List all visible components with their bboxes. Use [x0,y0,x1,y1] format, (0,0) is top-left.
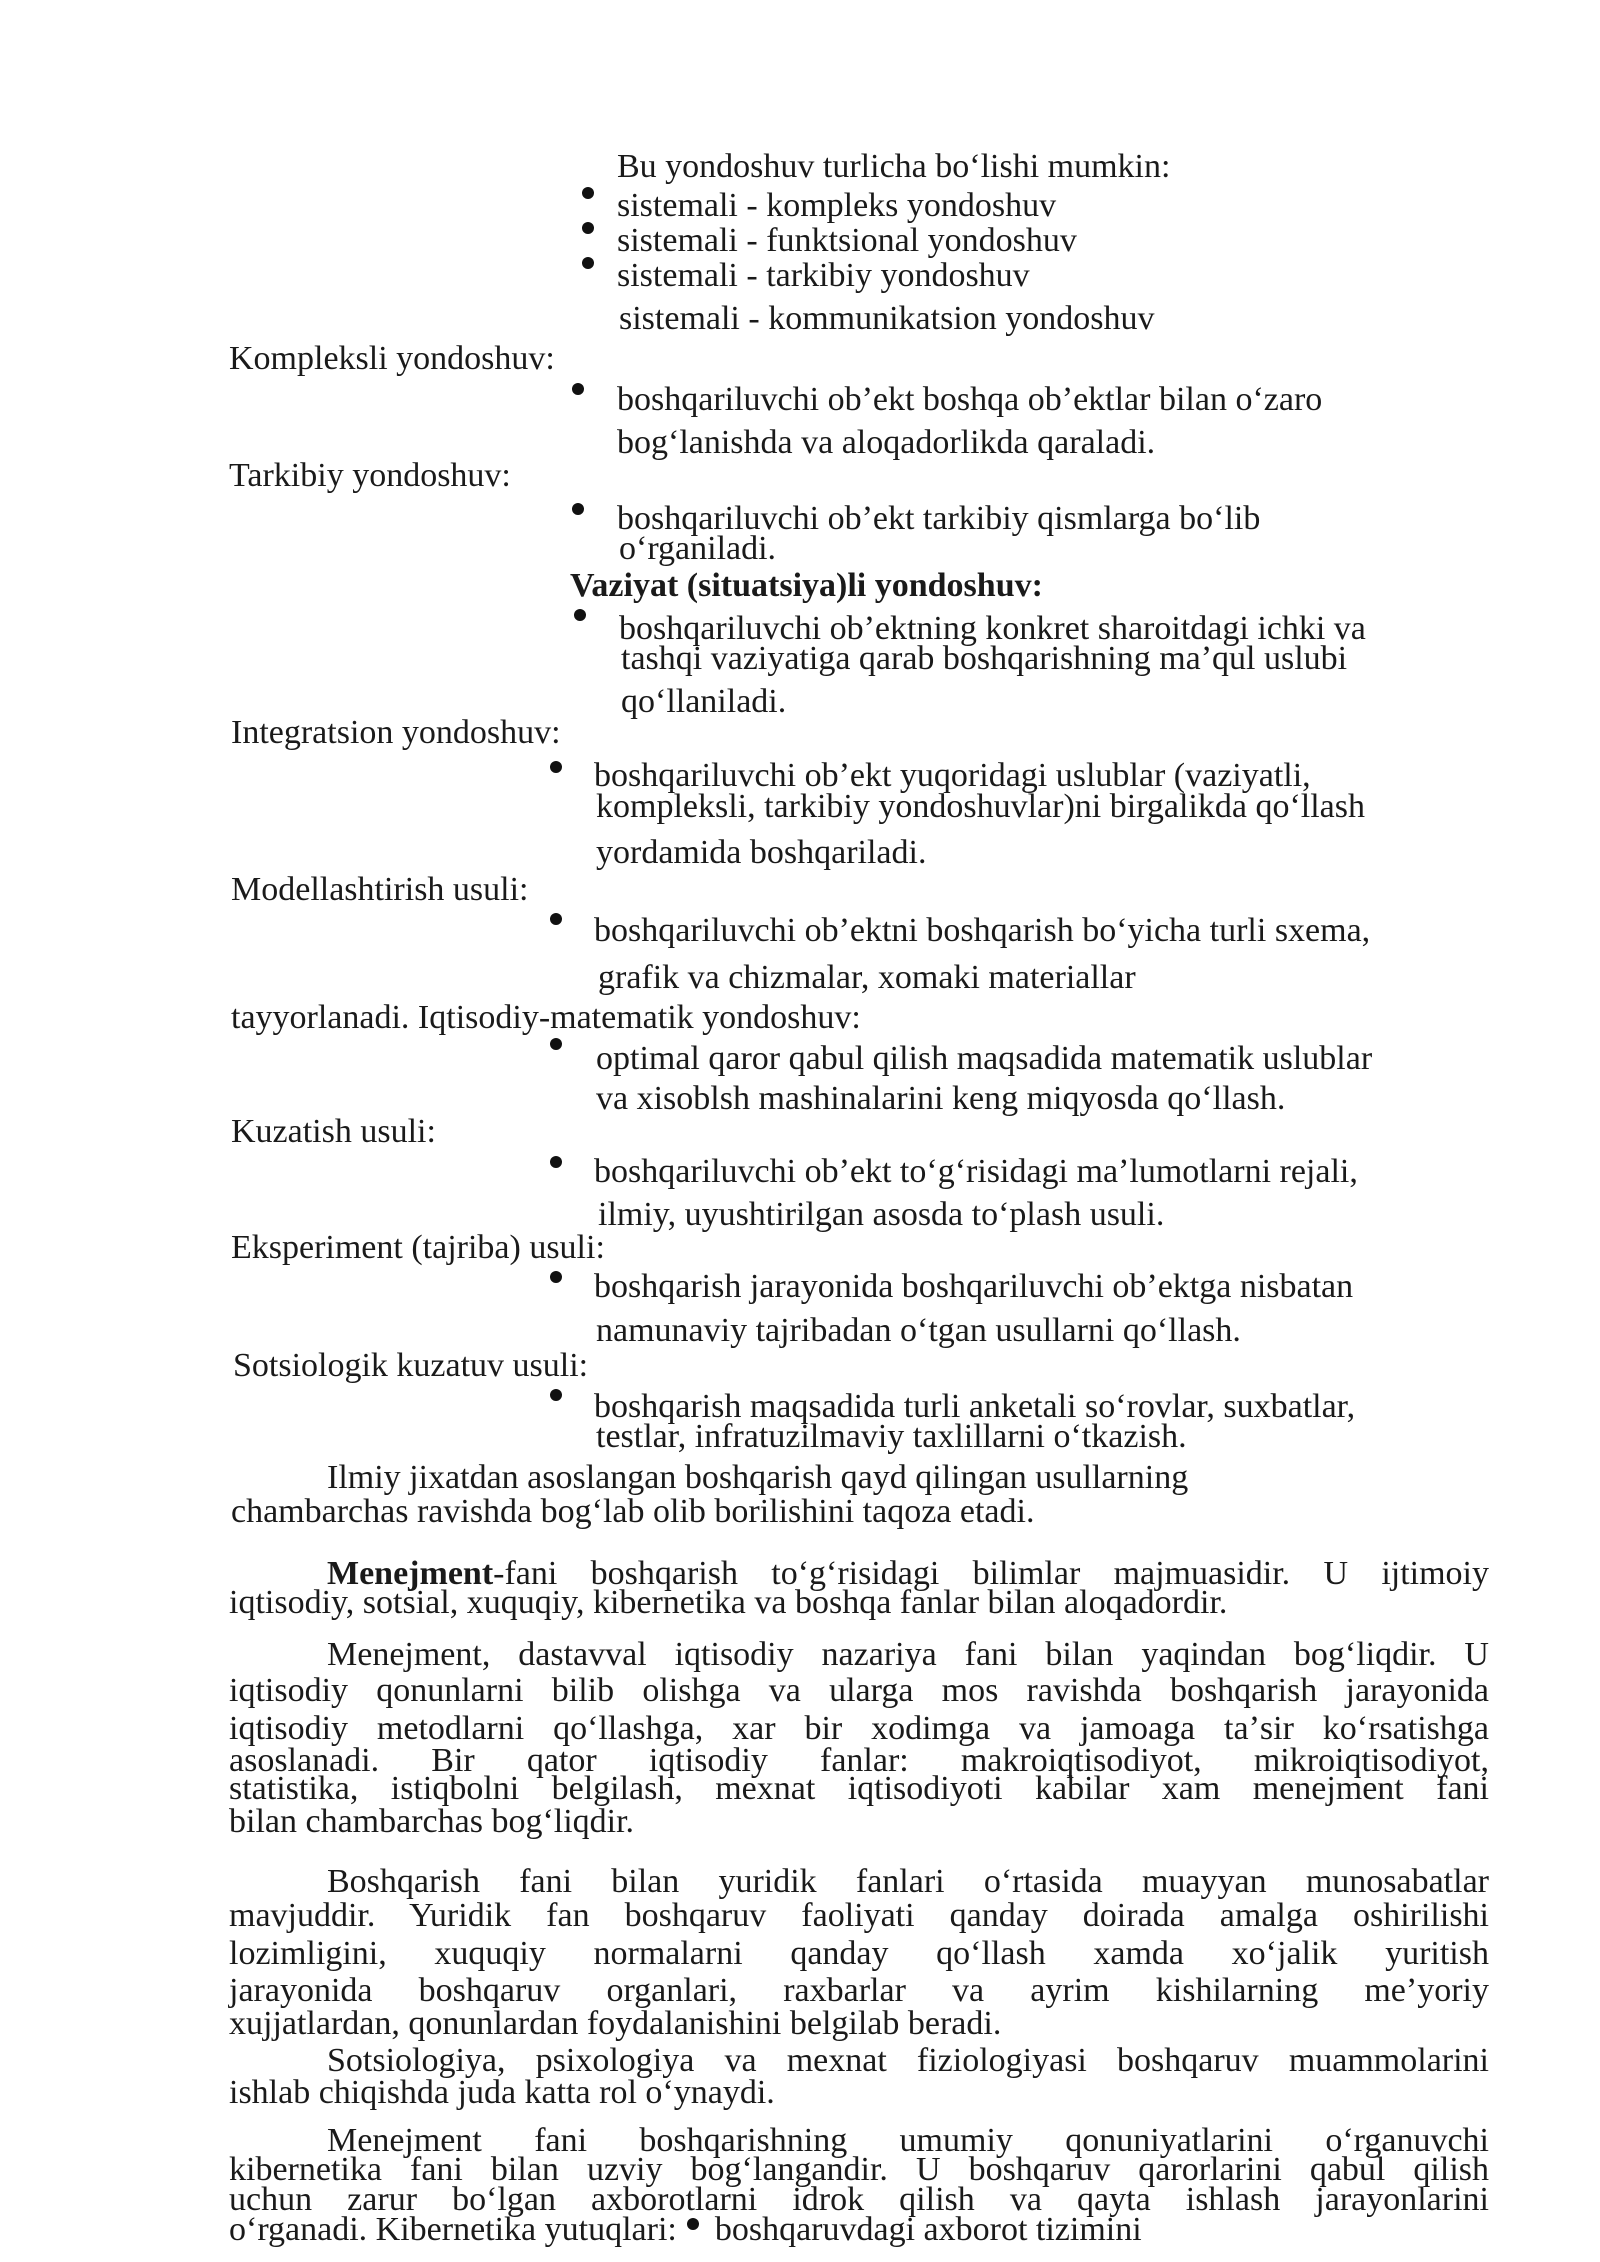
bullet-text: kompleksli, tarkibiy yondoshuvlar)ni birgalikda qoʻllash [596,788,1365,825]
bullet-text: yordamida boshqariladi. [596,834,927,871]
bullet-icon [582,187,594,199]
section-heading: Eksperiment (tajriba) usuli: [231,1229,605,1266]
bullet-text: namunaviy tajribadan oʻtgan usullarni qoʻllash. [596,1312,1241,1349]
body-line: Menejment fani boshqarishning umumiy qonuniyatlarini oʻrganuvchi [327,2122,1489,2159]
bullet-icon [574,609,586,621]
bullet-icon [572,383,584,395]
body-line: Boshqarish fani bilan yuridik fanlari oʻrtasida muayyan munosabatlar [327,1863,1489,1900]
bullet-icon [550,1038,562,1050]
body-line: iqtisodiy qonunlarni bilib olishga va ularga mos ravishda boshqarish jarayonida [229,1672,1489,1709]
bullet-icon [550,1271,562,1283]
body-line-text: oʻrganadi. Kibernetika yutuqlari: [229,2211,677,2248]
paragraph-iqtisodiy [229,1636,1489,1840]
section-heading: Vaziyat (situatsiya)li yondoshuv: [570,567,1043,604]
body-line: Ilmiy jixatdan asoslangan boshqarish qayd qilingan usullarning [327,1459,1189,1496]
bullet-text: ilmiy, uyushtirilgan asosda toʻplash usuli. [598,1196,1165,1233]
section-heading: Modellashtirish usuli: [231,871,529,908]
bullet-text: boshqariluvchi obʼekt tarkibiy qismlarga boʻlib [617,500,1261,537]
body-line: asoslanadi. Bir qator iqtisodiy fanlar: makroiqtisodiyot, mikroiqtisodiyot, [229,1742,1489,1779]
bullet-text: va xisoblsh mashinalarini keng miqyosda qoʻllash. [596,1080,1286,1117]
bullet-icon [550,913,562,925]
bullet-text: boshqarish maqsadida turli anketali soʻrovlar, suxbatlar, [594,1388,1356,1425]
body-line: iqtisodiy metodlarni qoʻllashga, xar bir xodimga va jamoaga taʼsir koʻrsatishga [229,1710,1489,1747]
body-line: chambarchas ravishda bogʻlab olib borilishini taqoza etadi. [231,1493,1035,1530]
bullet-text: grafik va chizmalar, xomaki materiallar [598,959,1136,996]
section-heading: Tarkibiy yondoshuv: [229,457,511,494]
body-line-tail: boshqaruvdagi axborot tizimini [714,2211,1142,2248]
bullet-text: testlar, infratuzilmaviy taxlillarni oʻtkazish. [596,1418,1187,1455]
bullet-icon [687,2218,699,2230]
body-line: statistika, istiqbolni belgilash, mexnat iqtisodiyoti kabilar xam menejment fani [229,1770,1489,1807]
section-heading: Sotsiologik kuzatuv usuli: [233,1347,589,1384]
paragraph-yuridik [229,1863,1489,2042]
bullet-text: optimal qaror qabul qilish maqsadida matematik uslublar [596,1040,1373,1077]
body-line: jarayonida boshqaruv organlari, raxbarlar va ayrim kishilarning meʼyoriy [229,1972,1489,2009]
body-line: uchun zarur boʻlgan axborotlarni idrok qilish va qayta ishlash jarayonlarini [229,2181,1489,2218]
body-line: Sotsiologiya, psixologiya va mexnat fiziologiyasi boshqaruv muammolarini [327,2042,1489,2079]
bullet-icon [550,1389,562,1401]
list-item: sistemali - kommunikatsion yondoshuv [619,300,1155,337]
section-heading: Integratsion yondoshuv: [231,714,561,751]
bullet-text: qoʻllaniladi. [621,683,787,720]
paragraph-sotsiologiya [229,2042,1489,2111]
bullet-text: oʻrganiladi. [619,530,777,567]
approach-intro: Bu yondoshuv turlicha boʻlishi mumkin: [617,148,1171,185]
paragraph-menejment [229,1555,1489,1621]
body-line: bilan chambarchas bogʻliqdir. [229,1803,635,1840]
section-heading: Kompleksli yondoshuv: [229,340,555,377]
body-line: kibernetika fani bilan uzviy bogʻlangandir. U boshqaruv qarorlarini qabul qilish [229,2151,1489,2188]
list-item: sistemali - funktsional yondoshuv [617,222,1077,259]
body-line: xujjatlardan, qonunlardan foydalanishini belgilab beradi. [229,2005,1002,2042]
bullet-text: boshqariluvchi obʼekt boshqa obʼektlar bilan oʻzaro [617,381,1323,418]
bullet-text: boshqarish jarayonida boshqariluvchi obʼektga nisbatan [594,1268,1354,1305]
body-line: iqtisodiy, sotsial, xuquqiy, kibernetika va boshqa fanlar bilan aloqadordir. [229,1584,1228,1621]
bullet-text: boshqariluvchi obʼekt yuqoridagi uslublar (vaziyatli, [594,757,1311,794]
bold-term: Menejment [327,1555,494,1592]
body-line: lozimligini, xuquqiy normalarni qanday qoʻllash xamda xoʻjalik yuritish [229,1935,1489,1972]
bullet-text: bogʻlanishda va aloqadorlikda qaraladi. [617,424,1156,461]
paragraph-kibernetika [229,2122,1489,2248]
body-line: mavjuddir. Yuridik fan boshqaruv faoliyati qanday doirada amalga oshirilishi [229,1897,1489,1934]
bullet-icon [582,257,594,269]
body-line: -fani boshqarish toʻgʻrisidagi bilimlar majmuasidir. U ijtimoiy [493,1555,1489,1592]
bullet-text: tashqi vaziyatiga qarab boshqarishning maʼqul uslubi [621,640,1348,677]
bullet-icon [572,503,584,515]
bullet-text: tayyorlanadi. Iqtisodiy-matematik yondoshuv: [231,999,861,1036]
list-item: sistemali - kompleks yondoshuv [617,187,1057,224]
list-item: sistemali - tarkibiy yondoshuv [617,257,1030,294]
bullet-icon [550,761,562,773]
body-line: Menejment, dastavval iqtisodiy nazariya fani bilan yaqindan bogʻliqdir. U [327,1636,1489,1673]
body-line: ishlab chiqishda juda katta rol oʻynaydi. [229,2074,775,2111]
bullet-text: boshqariluvchi obʼektning konkret sharoitdagi ichki va [619,610,1366,647]
bullet-text: boshqariluvchi obʼekt toʻgʻrisidagi maʼlumotlarni rejali, [594,1153,1358,1190]
bullet-text: boshqariluvchi obʼektni boshqarish boʻyicha turli sxema, [594,912,1371,949]
bullet-icon [550,1156,562,1168]
section-heading: Kuzatish usuli: [231,1113,436,1150]
bullet-icon [582,222,594,234]
